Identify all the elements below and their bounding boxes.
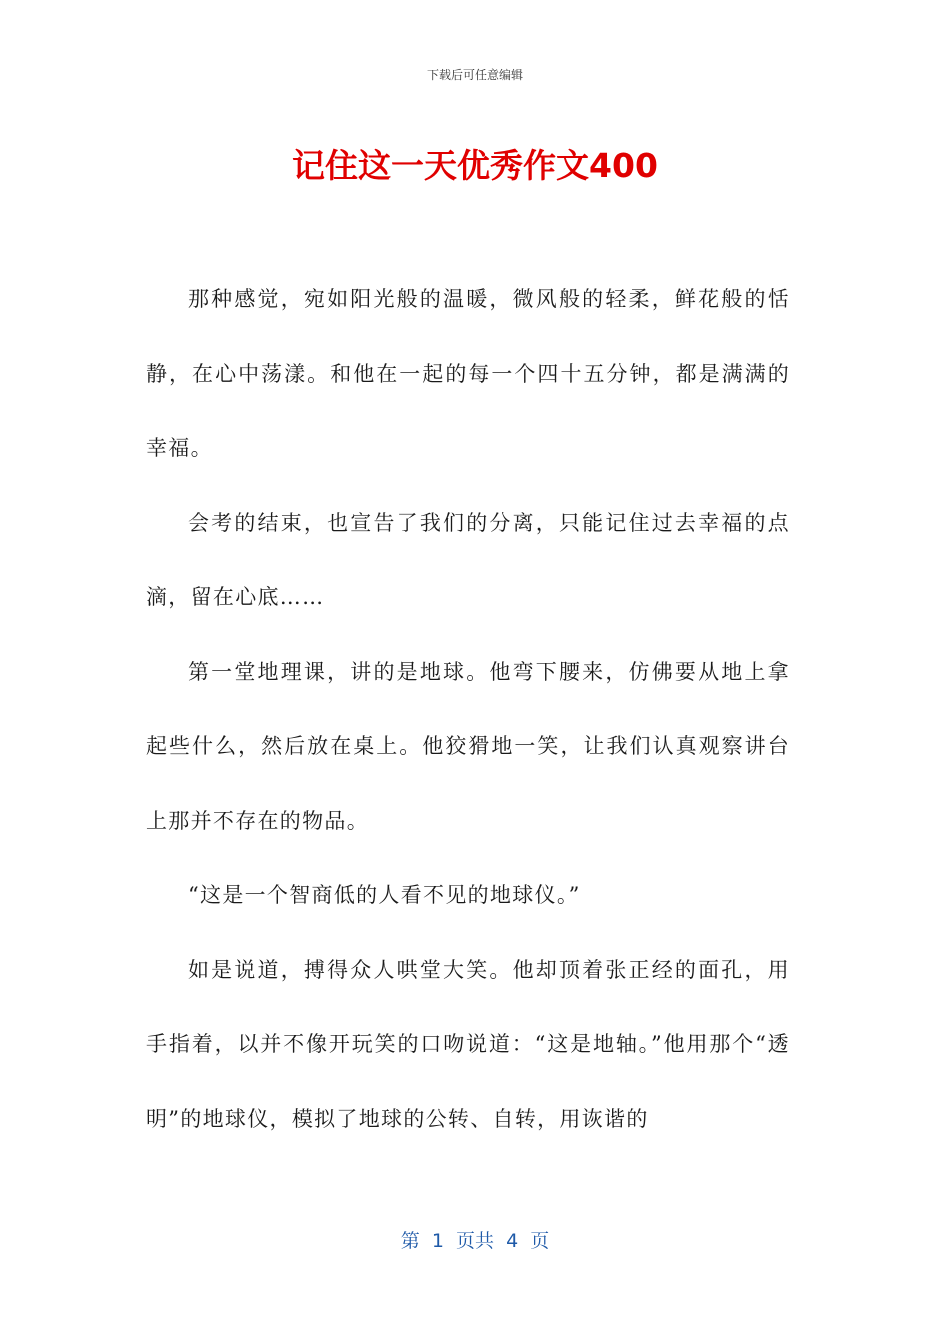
document-title: 记住这一天优秀作文400 bbox=[292, 146, 658, 185]
page-number-footer: 第 1 页共 4 页 bbox=[400, 1230, 550, 1252]
paragraph: 那种感觉，宛如阳光般的温暖，微风般的轻柔，鲜花般的恬静，在心中荡漾。和他在一起的每一个四十五分钟，都是满满的幸福。 bbox=[146, 287, 790, 460]
paragraph: 第一堂地理课，讲的是地球。他弯下腰来，仿佛要从地上拿起些什么，然后放在桌上。他狡猾地一笑，让我们认真观察讲台上那并不存在的物品。 bbox=[146, 659, 790, 833]
paragraph: “这是一个智商低的人看不见的地球仪。” bbox=[188, 883, 581, 907]
paragraph: 如是说道，搏得众人哄堂大笑。他却顶着张正经的面孔，用手指着，以并不像开玩笑的口吻说道：“这是地轴。”他用那个“透明”的地球仪，模拟了地球的公转、自转，用诙谐的 bbox=[146, 957, 790, 1131]
document-body bbox=[146, 262, 790, 1156]
header-note: 下载后可任意编辑 bbox=[426, 68, 523, 82]
paragraph: 会考的结束，也宣告了我们的分离，只能记住过去幸福的点滴，留在心底…… bbox=[146, 510, 790, 609]
